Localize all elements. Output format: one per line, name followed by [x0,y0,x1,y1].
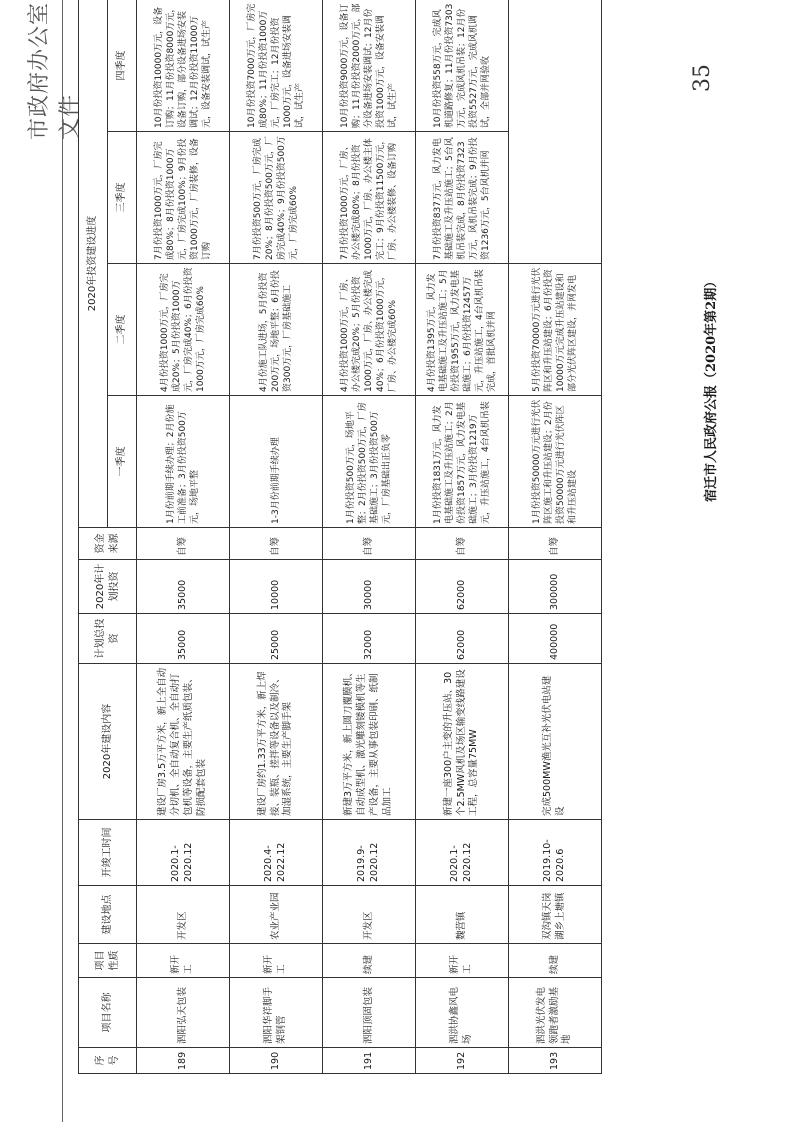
row-content: 新建一座300户主变的升压站、30个2.5MW风机及场区输变线路建设工程，总容量75MW [416,664,509,820]
row-total-invest: 35000 [137,614,230,664]
col-content: 2020年建设内容 [79,664,137,820]
row-q1: 1月份投资1831万元，风力发电基础施工及升压站施工；2月份投资1857万元，风力发电基础施工；3月份投资1219万元，升压站施工，4台风机吊装 [416,396,509,528]
project-table [78,0,602,1074]
col-invest-2020: 2020年计划投资 [79,560,137,614]
header-rule [62,0,63,1122]
row-name: 泗阳顶固包装 [323,978,416,1048]
row-location: 魏营镇 [416,886,509,944]
row-nature: 续建 [509,944,602,978]
row-fund-source: 自筹 [323,528,416,560]
col-fund-source: 资金来源 [79,528,137,560]
row-q3: 7月份投资1000万元，厂房、办公楼完成80%；8月份投资1000万元，厂房、办公楼主体完工；9月份投资11500万元，厂房、办公楼装修、设备订购 [323,132,416,264]
row-period: 2020.1-2020.12 [416,820,509,886]
col-q1: 一季度 [108,396,137,528]
col-nature: 项目性质 [79,944,137,978]
col-seq: 序号 [79,1048,137,1074]
row-nature: 续建 [323,944,416,978]
row-location: 开发区 [323,886,416,944]
row-nature: 新开工 [230,944,323,978]
row-q1: 1月份投资50000万元进行光伏阵区施工和升压站建设；2月份投资50000万元进行光伏阵区和升压站建设 [509,396,602,528]
row-q2: 5月份投资70000万元进行光伏阵区和升压站建设；6月份投资10000万元完成升压站建设和部分光伏阵区建设，并网发电 [509,264,602,396]
office-header-title: 市政府办公室文件 [27,1,83,140]
row-name: 泗洪协鑫风电场 [416,978,509,1048]
row-content: 建设厂房约1.33万平方米，新上焊接、装瓶、搓拌等设备以及制冷、加湿系统，主要生产脚手架 [230,664,323,820]
row-total-invest: 25000 [230,614,323,664]
row-seq: 193 [509,1048,602,1074]
row-seq: 190 [230,1048,323,1074]
row-nature: 新开工 [416,944,509,978]
row-q3: 7月份投资837万元，风力发电基础施工及升压站施工；5台风机吊装完成，8月份投资7323万元，风机吊装完成；9月份投资1236万元，5台风机并网 [416,132,509,264]
col-q2: 二季度 [108,264,137,396]
row-name: 泗洪光伏发电领跑者激励基地 [509,978,602,1048]
row-invest-2020: 300000 [509,560,602,614]
col-total-invest: 计划总投资 [79,614,137,664]
row-q1: 1-3月份前期手续办理 [230,396,323,528]
col-progress-group: 2020年投资建设进度 [79,0,108,528]
table-row [323,0,416,1074]
row-fund-source: 自筹 [416,528,509,560]
row-q2: 4月份投资1000万元，厂房、办公楼完成20%；5月份投资1000万元，厂房、办公楼完成40%；6月份投资1000万元，厂房、办公楼完成60% [323,264,416,396]
col-period: 开竣工时间 [79,820,137,886]
row-q3-q4 [509,0,602,264]
row-name: 泗阳华祥脚手架钢管 [230,978,323,1048]
row-location: 农业产业园 [230,886,323,944]
row-q2: 4月份施工队进场，5月份投资200万元，场地平整；6月份投资300万元，厂房基础施工 [230,264,323,396]
col-location: 建设地点 [79,886,137,944]
row-q2: 4月份投资1395万元，风力发电基础施工及升压站施工；5月份投资1955万元，风力发电基础施工；6月份投资12457万元，升压站施工，4台风机吊装完成，首批风机并网 [416,264,509,396]
row-total-invest: 32000 [323,614,416,664]
row-period: 2019.10-2020.6 [509,820,602,886]
row-period: 2020.4-2022.12 [230,820,323,886]
row-content: 建设厂房3.5万平方米，新上全自动分切机、全自动复合机、全自动打包机等设备，主要生产纸质包装、防损配套包装 [137,664,230,820]
publication-footer: 宿迁市人民政府公报（2020年第2期） [704,274,719,502]
page-number: 35 [690,64,715,92]
row-period: 2020.1-2020.12 [137,820,230,886]
row-nature: 新开工 [137,944,230,978]
table-row [416,0,509,1074]
row-name: 泗阳弘天包装 [137,978,230,1048]
row-total-invest: 400000 [509,614,602,664]
col-name: 项目名称 [79,978,137,1048]
row-invest-2020: 30000 [323,560,416,614]
row-q4: 10月份投资558万元，完成风机道路修复；11月份投资7303万元，完成风机吊装；12月份投资5527万元，完成风机调试，全部并网验收 [416,0,509,132]
row-q4: 10月份投资7000万元，厂房完成80%；11月份投资1000万元，厂房完工；12月份投资1000万元，设备进场安装调试，试生产 [230,0,323,132]
row-content: 新建3万平方米，新上圆刀覆膜机、自动成型机、激光雕刻镂模机等生产设备，主要从事包装印刷、纸制品加工 [323,664,416,820]
table-row [137,0,230,1074]
row-q1: 1月份投资500万元，场地平整；2月份投资500万元，厂房基础施工；3月份投资500万元，厂房基础出正负零 [323,396,416,528]
row-total-invest: 62000 [416,614,509,664]
row-q4: 10月份投资9000万元，设备订购；11月份投资2000万元，部分设备进场安装调试；12月份投资1000万元，设备安装调试，试生产 [323,0,416,132]
col-q4: 四季度 [108,0,137,132]
row-location: 双沟镇天岗湖乡上塘镇 [509,886,602,944]
row-invest-2020: 35000 [137,560,230,614]
row-invest-2020: 62000 [416,560,509,614]
row-seq: 192 [416,1048,509,1074]
table-row [230,0,323,1074]
row-q4: 10月份投资10000万元，设备订购；11月份投资8000万元，设备订购，部分设备进场安装调试；12月份投资11000万元，设备安装调试，试生产 [137,0,230,132]
col-q3: 三季度 [108,132,137,264]
row-q3: 7月份投资500万元，厂房完成20%；8月份投资500万元，厂房完成40%；9月份投资500万元，厂房完成60% [230,132,323,264]
row-seq: 191 [323,1048,416,1074]
row-location: 开发区 [137,886,230,944]
row-q2: 4月份投资1000万元，厂房完成20%；5月份投资1000万元，厂房完成40%；6月份投资1000万元，厂房完成60% [137,264,230,396]
row-fund-source: 自筹 [230,528,323,560]
row-seq: 189 [137,1048,230,1074]
row-invest-2020: 10000 [230,560,323,614]
row-content: 完成500MW渔光互补光伏电站建设 [509,664,602,820]
row-fund-source: 自筹 [137,528,230,560]
table-row [509,0,602,1074]
row-period: 2019.9-2020.12 [323,820,416,886]
row-fund-source: 自筹 [509,528,602,560]
row-q3: 7月份投资1000万元，厂房完成80%；8月份投资1000万元，厂房完成100%；9月份投资1000万元，厂房装修，设备订购 [137,132,230,264]
row-q1: 1月份前期手续办理；2月份施工前准备；3月份投资500万元，场地平整 [137,396,230,528]
